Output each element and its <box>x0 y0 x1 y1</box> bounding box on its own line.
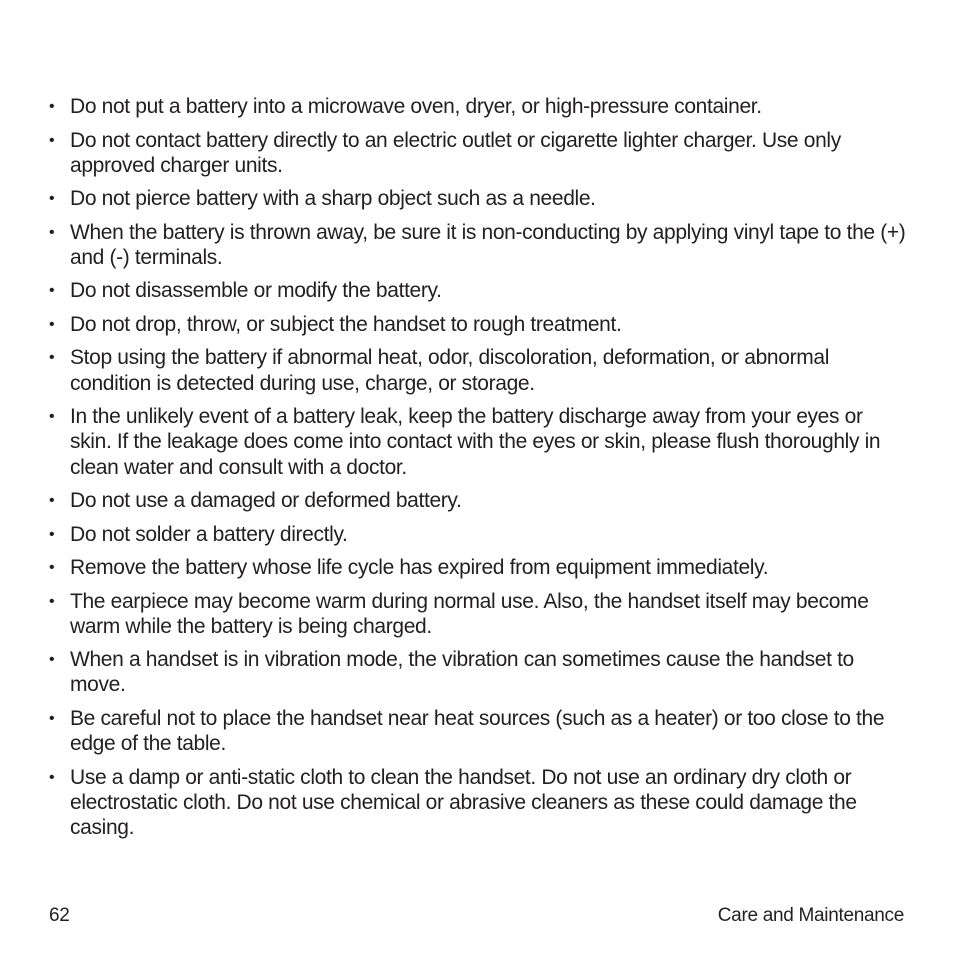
list-item <box>49 555 909 580</box>
list-item <box>49 186 909 211</box>
list-item <box>49 128 909 178</box>
bullet-icon: • <box>49 282 55 300</box>
bullet-icon: • <box>49 349 55 367</box>
list-item <box>49 706 909 756</box>
bullet-icon: • <box>49 223 55 241</box>
bullet-icon: • <box>49 315 55 333</box>
list-item-text: Do not drop, throw, or subject the handset to rough treatment. <box>70 312 622 336</box>
list-item <box>49 488 909 513</box>
list-item-text: When a handset is in vibration mode, the vibration can sometimes cause the handset to move. <box>70 648 854 697</box>
page-number: 62 <box>49 905 70 926</box>
list-item-text: Do not contact battery directly to an electric outlet or cigarette lighter charger. Use only approved charger units. <box>70 128 841 177</box>
safety-bullet-list <box>49 94 909 849</box>
bullet-icon: • <box>49 131 55 149</box>
list-item <box>49 220 909 270</box>
list-item-text: Do not use a damaged or deformed battery. <box>70 489 462 513</box>
bullet-icon: • <box>49 768 55 786</box>
list-item <box>49 647 909 697</box>
bullet-icon: • <box>49 709 55 727</box>
bullet-icon: • <box>49 190 55 208</box>
list-item-text: Be careful not to place the handset near heat sources (such as a heater) or too close to the edge of the table. <box>70 706 885 756</box>
list-item-text: Do not put a battery into a microwave oven, dryer, or high-pressure container. <box>70 95 762 118</box>
list-item-text: The earpiece may become warm during normal use. Also, the handset itself may become warm while the battery is being charged. <box>70 589 869 638</box>
list-item-text: In the unlikely event of a battery leak, keep the battery discharge away from your eyes or skin. If the leakage does come into contact with the eyes or skin, please flush thoroughly in clean water and consult with a doctor. <box>70 405 881 479</box>
bullet-icon: • <box>49 492 55 510</box>
list-item-text: Stop using the battery if abnormal heat, odor, discoloration, deformation, or abnormal condition is detected during use, charge, or storage. <box>70 346 830 395</box>
list-item <box>49 765 909 841</box>
list-item <box>49 522 909 547</box>
list-item <box>49 312 909 337</box>
list-item <box>49 278 909 303</box>
list-item <box>49 589 909 639</box>
list-item <box>49 404 909 480</box>
list-item-text: Do not solder a battery directly. <box>70 522 348 546</box>
list-item-text: Remove the battery whose life cycle has expired from equipment immediately. <box>70 556 769 580</box>
bullet-icon: • <box>49 651 55 669</box>
section-title: Care and Maintenance <box>717 905 904 926</box>
bullet-icon: • <box>49 592 55 610</box>
list-item-text: Use a damp or anti-static cloth to clean the handset. Do not use an ordinary dry cloth or electrostatic cloth. Do not use chemical or abrasive cleaners as these could damage the casing. <box>70 765 857 840</box>
bullet-icon: • <box>49 559 55 577</box>
list-item-text: When the battery is thrown away, be sure it is non-conducting by applying vinyl tape to the (+) and (-) terminals. <box>70 220 906 269</box>
bullet-icon: • <box>49 98 55 115</box>
list-item-text: Do not disassemble or modify the battery. <box>70 279 442 303</box>
bullet-icon: • <box>49 408 55 426</box>
list-item <box>49 345 909 395</box>
bullet-icon: • <box>49 525 55 543</box>
list-item-text: Do not pierce battery with a sharp object such as a needle. <box>70 187 596 211</box>
list-item <box>49 94 909 119</box>
